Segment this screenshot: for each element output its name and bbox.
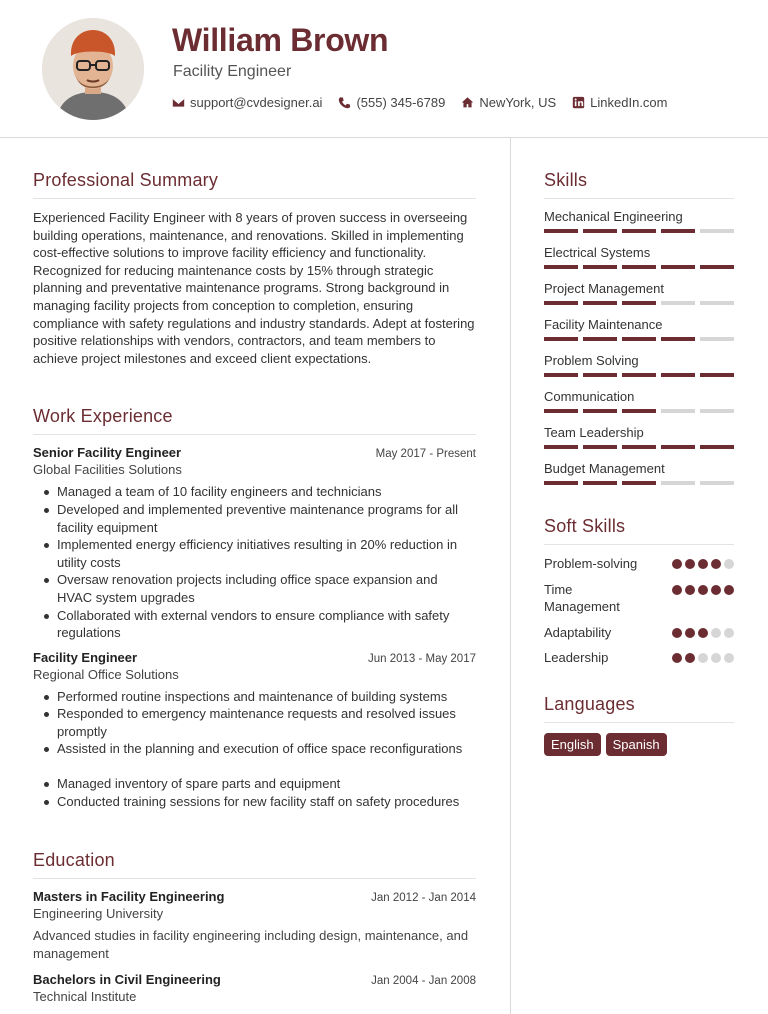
home-icon [461,96,474,109]
skill-level-segment [661,229,695,233]
skill-level-segment [661,301,695,305]
job-title: Facility Engineer [33,649,138,665]
contact-email[interactable] [172,95,322,110]
bullet-item: Responded to emergency maintenance requests and resolved issues promptly [33,705,476,740]
soft-skill-rating [669,585,734,595]
rating-dot [724,628,734,638]
job-bullets [33,483,476,641]
skill-level-bar [544,337,734,341]
skill-level-segment [661,445,695,449]
summary-heading: Professional Summary [33,170,476,199]
soft-skills-heading: Soft Skills [544,516,734,545]
rating-dot [724,559,734,569]
candidate-name: William Brown [172,22,389,58]
rating-dot [672,653,682,663]
job-company: Regional Office Solutions [33,666,179,682]
education-heading: Education [33,850,476,879]
experience-heading: Work Experience [33,406,476,435]
skill-level-segment [544,481,578,485]
languages-section [544,694,734,756]
skill-level-segment [583,445,617,449]
linkedin-icon [572,96,585,109]
soft-skill-name: Adaptability [544,624,612,640]
skill-level-segment [661,409,695,413]
rating-dot [698,559,708,569]
skill-name: Mechanical Engineering [544,209,683,224]
language-chip: English [544,733,601,756]
skill-level-segment [583,265,617,269]
contact-phone[interactable] [338,95,445,110]
envelope-icon [172,96,185,109]
skill-level-segment [622,229,656,233]
languages-list [544,733,734,756]
bullet-item: Managed a team of 10 facility engineers and technicians [33,483,476,501]
skill-level-segment [661,337,695,341]
skill-level-segment [700,337,734,341]
skill-level-segment [544,301,578,305]
skill-level-segment [583,337,617,341]
skills-heading: Skills [544,170,734,199]
rating-dot [672,559,682,569]
job-bullets [33,688,476,811]
rating-dot [698,585,708,595]
job-company: Global Facilities Solutions [33,462,182,478]
soft-skill-rating [669,653,734,663]
school-name: Technical Institute [33,989,137,1005]
skill-name: Electrical Systems [544,245,651,260]
soft-skills-list [544,555,734,667]
main-column [33,170,476,1004]
skill-level-segment [622,265,656,269]
job-date: May 2017 - Present [375,448,476,461]
rating-dot [698,653,708,663]
language-chip: Spanish [606,733,667,756]
soft-skill-name: Leadership [544,650,609,666]
skill-level-bar [544,229,734,233]
rating-dot [685,559,695,569]
bullet-item: Performed routine inspections and maintenance of building systems [33,688,476,706]
resume-header [0,0,768,138]
column-divider [510,138,511,1014]
skill-item [544,281,734,305]
summary-section [33,170,476,367]
skill-level-segment [622,445,656,449]
skill-item [544,389,734,413]
soft-skill-name: Time Management [544,581,620,615]
skill-name: Communication [544,389,635,404]
education-section [33,850,476,1004]
bullet-item: Assisted in the planning and execution of office space reconfigurations [33,740,476,758]
phone-icon [338,96,351,109]
skill-item [544,209,734,233]
phone-text: (555) 345-6789 [356,95,446,110]
skill-name: Team Leadership [544,425,644,440]
bullet-item: Managed inventory of spare parts and equipment [33,775,476,793]
rating-dot [698,628,708,638]
education-description: Advanced studies in facility engineering including design, maintenance, and management [33,928,469,961]
summary-text: Experienced Facility Engineer with 8 years of proven success in overseeing building operations, maintenance, and renovations. Skilled in implementing cost-effective solutions to improve facility efficiency and functionality. Recognized for reducing maintenance costs by 15% through strategic planning and preventative maintenance programs. Strong background in managing facility projects from conception to completion, ensuring compliance with safety regulations and industry standards. Adept at fostering positive relationships with vendors, contractors, and team members to achieve project milestones and exceed client expectations. [33,210,475,366]
skill-level-segment [700,301,734,305]
education-entry [33,972,476,1004]
skill-level-segment [583,409,617,413]
skill-level-segment [583,229,617,233]
skill-level-segment [544,337,578,341]
experience-section [33,406,476,810]
skill-level-segment [583,373,617,377]
skill-level-bar [544,445,734,449]
skill-level-segment [700,265,734,269]
skill-name: Project Management [544,281,664,296]
rating-dot [685,653,695,663]
email-text: support@cvdesigner.ai [190,95,323,110]
skill-level-bar [544,265,734,269]
education-date: Jan 2012 - Jan 2014 [371,892,476,905]
skills-section [544,170,734,485]
job-entry [33,650,476,811]
bullet-item: Collaborated with external vendors to ensure compliance with safety regulations [33,607,476,642]
rating-dot [685,628,695,638]
bullet-item: Implemented energy efficiency initiatives resulting in 20% reduction in utility costs [33,536,476,571]
contact-location [461,95,556,110]
soft-skill-item [544,624,734,642]
rating-dot [724,585,734,595]
skill-level-segment [544,445,578,449]
rating-dot [711,585,721,595]
skill-level-bar [544,301,734,305]
education-date: Jan 2004 - Jan 2008 [371,975,476,988]
skill-level-segment [622,301,656,305]
rating-dot [711,559,721,569]
job-entry [33,445,476,641]
skill-level-segment [544,265,578,269]
rating-dot [672,628,682,638]
degree-title: Bachelors in Civil Engineering [33,972,221,988]
bullet-item: Oversaw renovation projects including office space expansion and HVAC system upgrades [33,571,476,606]
portrait-image [42,18,144,120]
skill-level-segment [583,301,617,305]
soft-skill-name: Problem-solving [544,556,638,571]
skill-level-segment [622,337,656,341]
candidate-title: Facility Engineer [173,63,292,80]
skill-level-segment [622,373,656,377]
skill-level-segment [544,229,578,233]
contact-linkedin[interactable] [572,95,667,110]
skill-name: Problem Solving [544,353,639,368]
skill-level-bar [544,481,734,485]
skill-level-segment [622,409,656,413]
contact-list [172,95,684,110]
skill-item [544,317,734,341]
languages-heading: Languages [544,694,734,723]
skill-level-segment [700,229,734,233]
skill-item [544,461,734,485]
skill-level-segment [661,481,695,485]
skill-level-segment [544,373,578,377]
soft-skill-item [544,649,734,667]
bullet-item: Conducted training sessions for new facility staff on safety procedures [33,793,476,811]
skills-list [544,209,734,485]
skill-level-segment [700,481,734,485]
school-name: Engineering University [33,906,164,922]
rating-dot [711,653,721,663]
skill-level-segment [622,481,656,485]
skill-name: Budget Management [544,461,665,476]
education-entry [33,889,476,962]
skill-level-segment [700,445,734,449]
skill-level-segment [544,409,578,413]
job-title: Senior Facility Engineer [33,445,182,461]
skill-name: Facility Maintenance [544,317,663,332]
bullet-item: Developed and implemented preventive maintenance programs for all facility equipment [33,501,476,536]
linkedin-text: LinkedIn.com [590,95,668,110]
skill-item [544,425,734,449]
skill-item [544,245,734,269]
skill-level-segment [583,481,617,485]
avatar [42,18,144,120]
job-date: Jun 2013 - May 2017 [367,652,476,665]
rating-dot [685,585,695,595]
soft-skills-section [544,516,734,667]
rating-dot [672,585,682,595]
skill-level-segment [661,373,695,377]
soft-skill-item [544,555,734,573]
degree-title: Masters in Facility Engineering [33,889,225,905]
soft-skill-item [544,581,734,616]
skill-level-segment [700,373,734,377]
skill-level-segment [661,265,695,269]
soft-skill-rating [669,628,734,638]
rating-dot [711,628,721,638]
skill-level-bar [544,373,734,377]
skill-item [544,353,734,377]
skill-level-bar [544,409,734,413]
rating-dot [724,653,734,663]
location-text: NewYork, US [479,95,557,110]
skill-level-segment [700,409,734,413]
soft-skill-rating [669,559,734,569]
sidebar-column [544,170,734,756]
